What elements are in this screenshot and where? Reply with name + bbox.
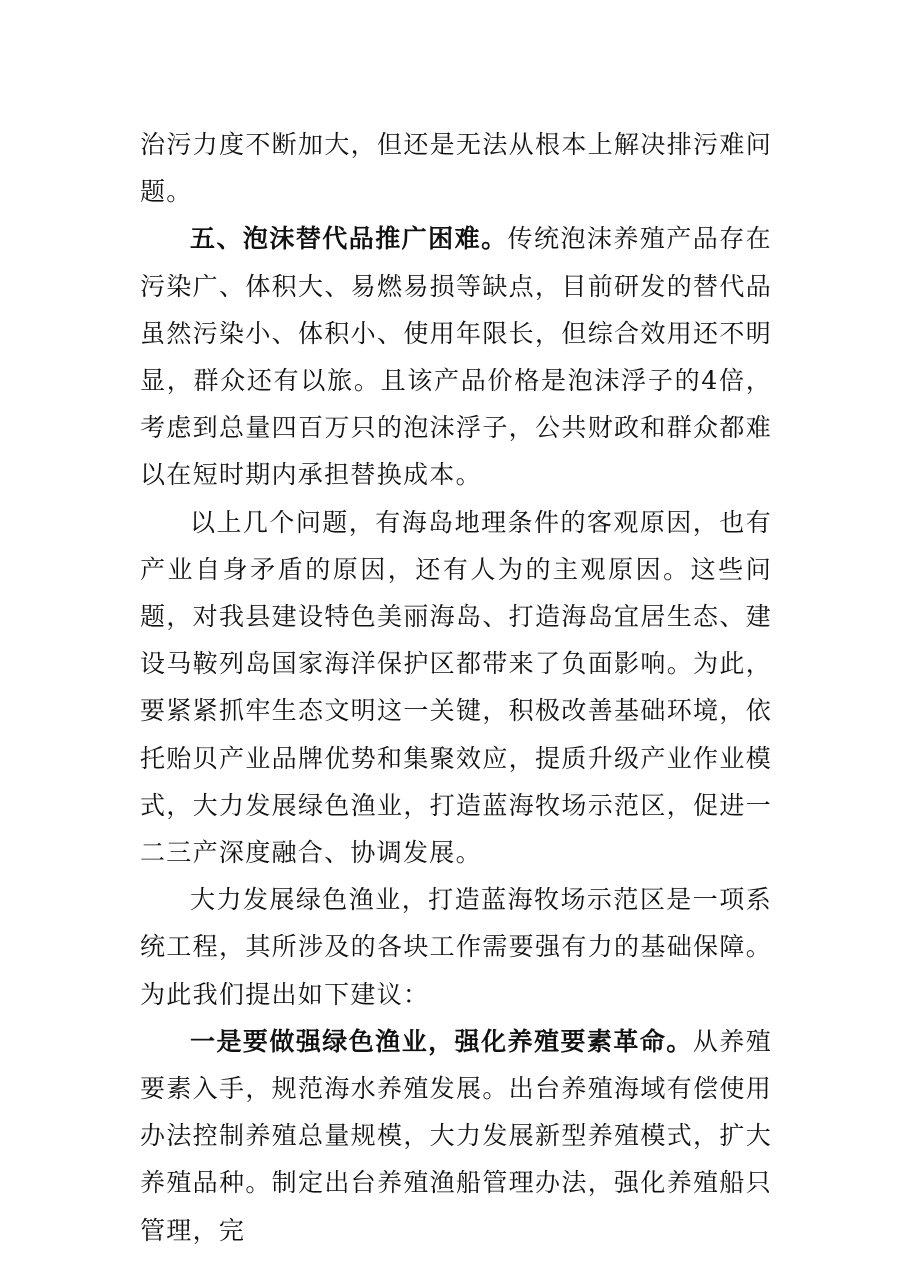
paragraph-2 bbox=[140, 215, 772, 498]
paragraph-5-heading: 一是要做强绿色渔业，强化养殖要素革命。 bbox=[190, 1026, 693, 1056]
paragraph-2-heading: 五、泡沫替代品推广困难。 bbox=[190, 224, 508, 254]
document-page bbox=[140, 121, 772, 1254]
paragraph-5 bbox=[140, 1018, 772, 1254]
paragraph-3-text: 以上几个问题，有海岛地理条件的客观原因，也有产业自身矛盾的原因，还有人为的主观原因。这些问题，对我县建设特色美丽海岛、打造海岛宜居生态、建设马鞍列岛国家海洋保护区都带来了负面影响。为此，要紧紧抓牢生态文明这一关键，积极改善基础环境，依托贻贝产业品牌优势和集聚效应，提质升级产业作业模式，大力发展绿色渔业，打造蓝海牧场示范区，促进一二三产深度融合、协调发展。 bbox=[140, 507, 772, 868]
paragraph-1-text: 治污力度不断加大，但还是无法从根本上解决排污难问题。 bbox=[140, 130, 772, 207]
paragraph-4-text: 大力发展绿色渔业，打造蓝海牧场示范区是一项系统工程，其所涉及的各块工作需要强有力的基础保障。为此我们提出如下建议： bbox=[140, 885, 772, 1009]
paragraph-5-text: 从养殖要素入手，规范海水养殖发展。出台养殖海域有偿使用办法控制养殖总量规模，大力发展新型养殖模式，扩大养殖品种。制定出台养殖渔船管理办法，强化养殖船只管理，完 bbox=[140, 1026, 773, 1245]
paragraph-3 bbox=[140, 499, 772, 877]
paragraph-4 bbox=[140, 876, 772, 1018]
paragraph-1 bbox=[140, 121, 772, 215]
paragraph-2-text: 传统泡沫养殖产品存在污染广、体积大、易燃易损等缺点，目前研发的替代品虽然污染小、体积小、使用年限长，但综合效用还不明显，群众还有以旅。且该产品价格是泡沫浮子的4倍，考虑到总量四百万只的泡沫浮子，公共财政和群众都难以在短时期内承担替换成本。 bbox=[140, 224, 772, 490]
